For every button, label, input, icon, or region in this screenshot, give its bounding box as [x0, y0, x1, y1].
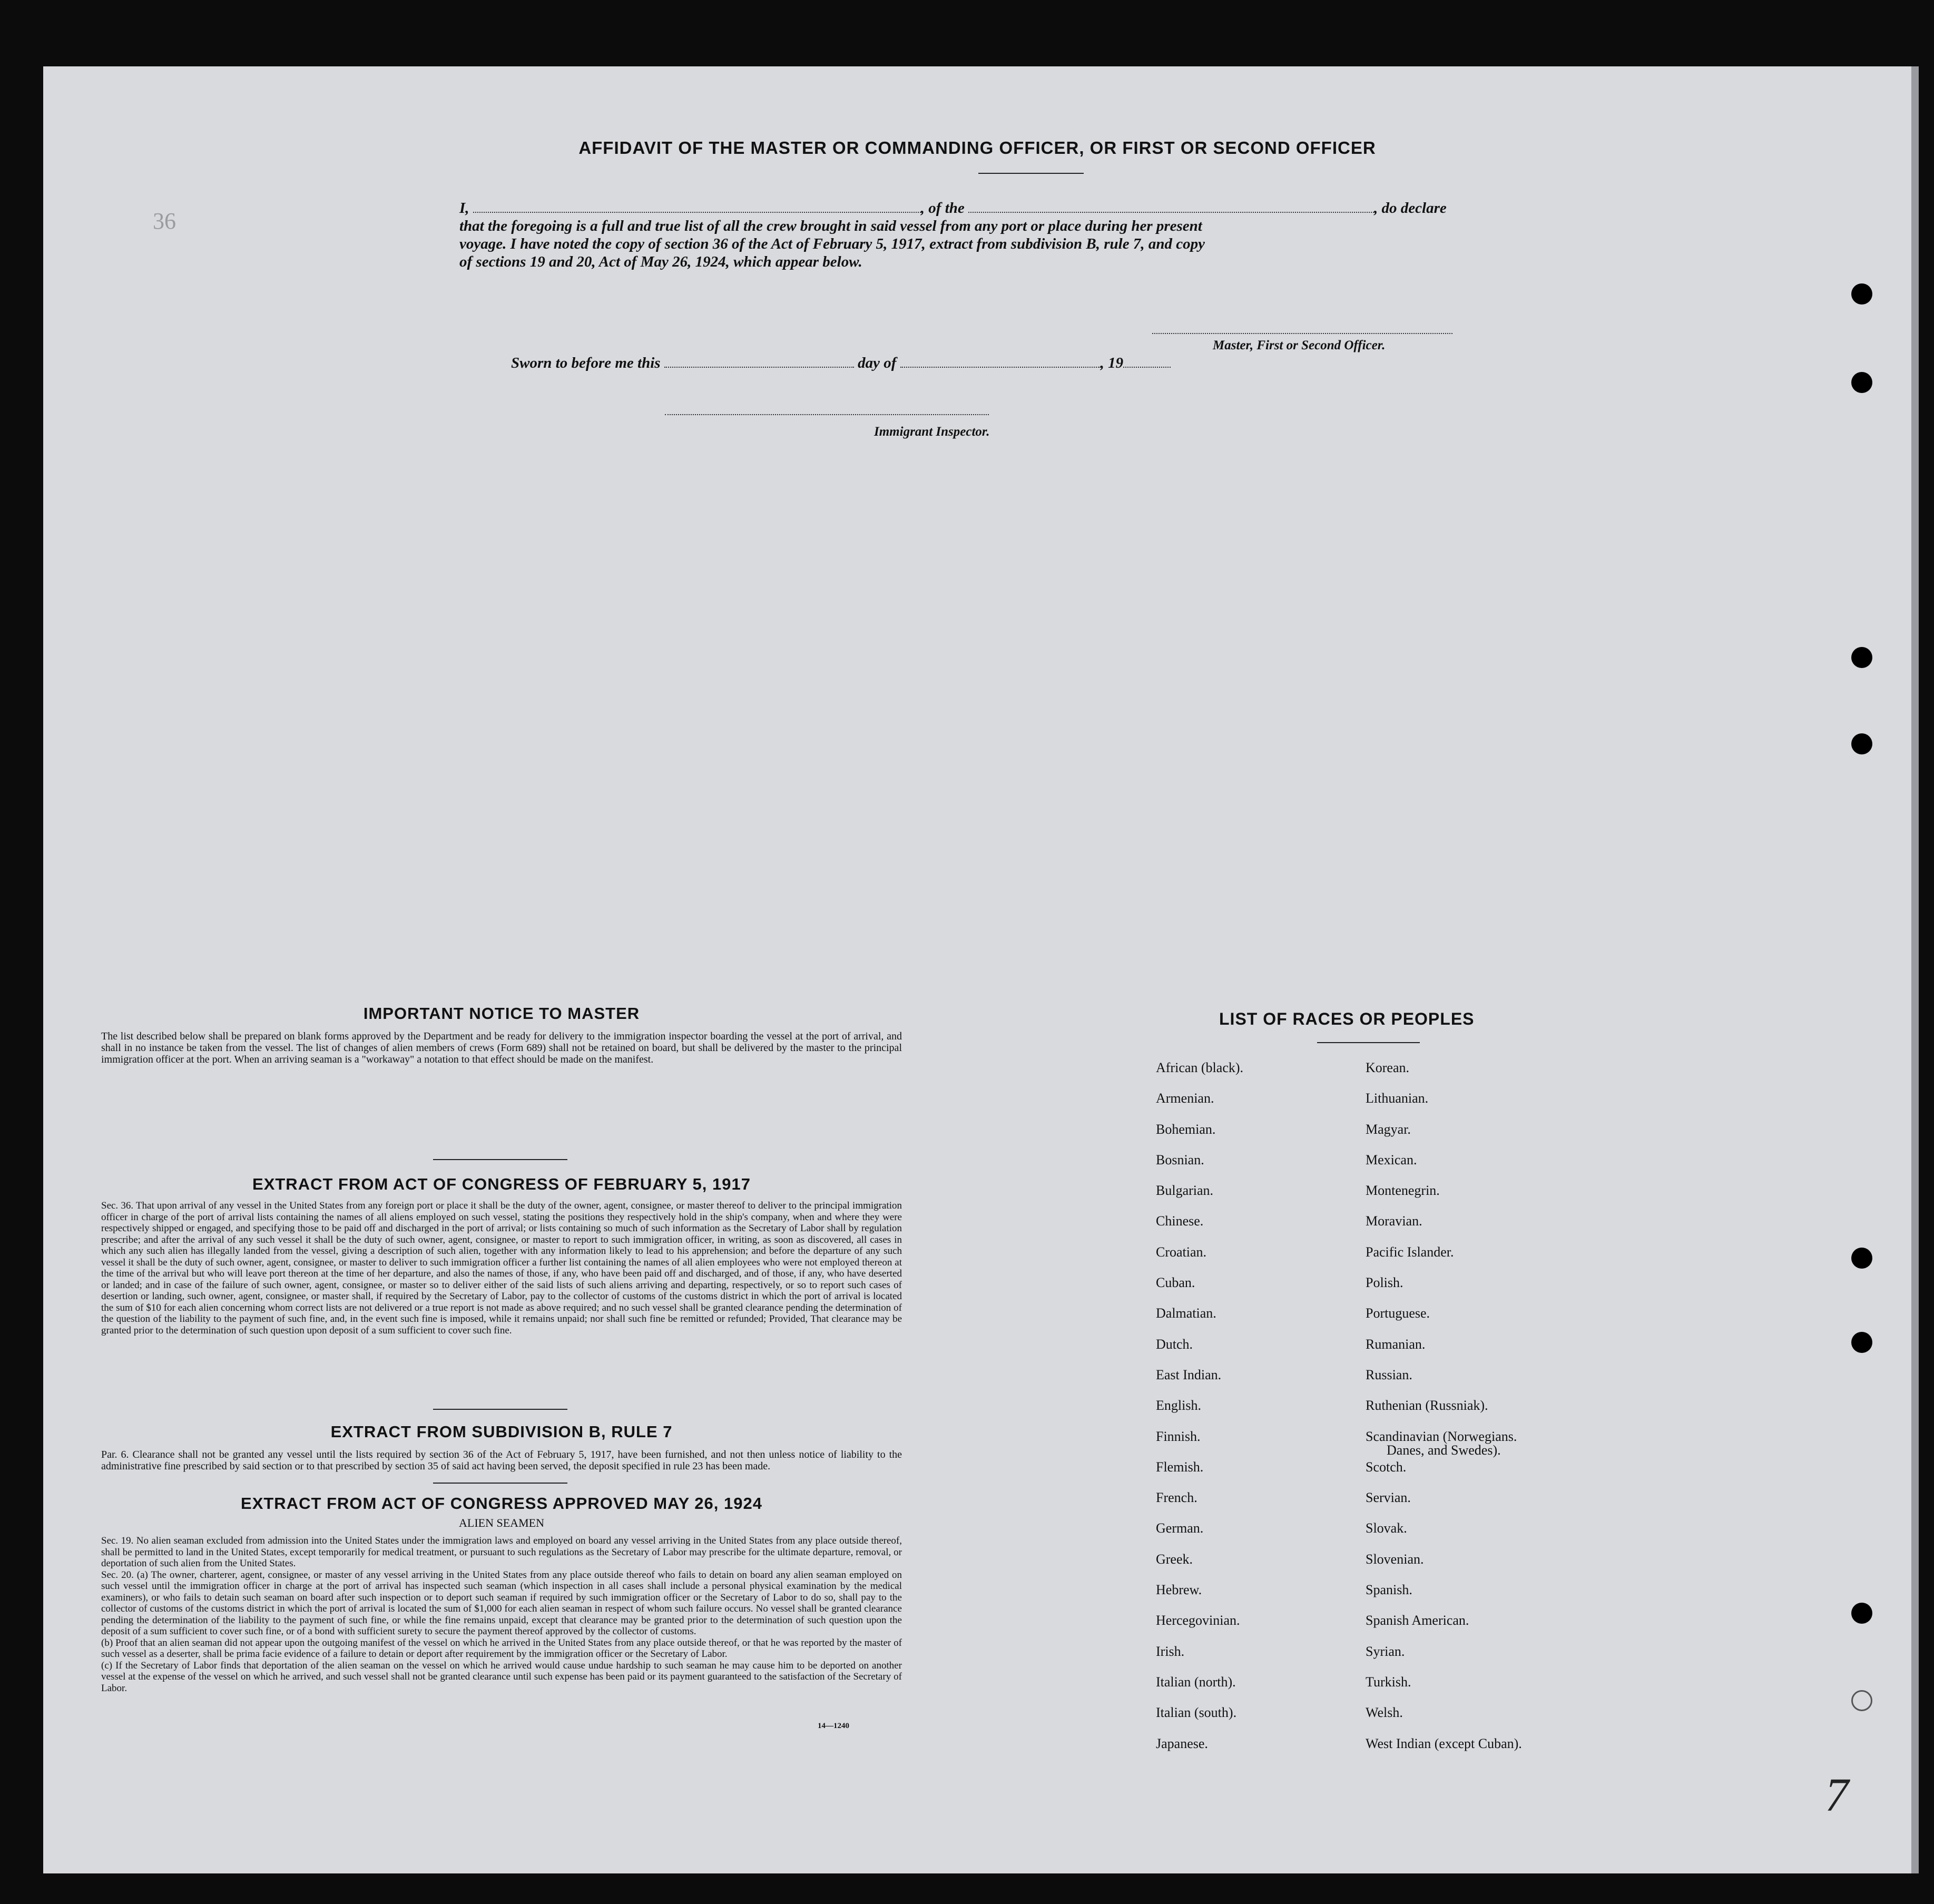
race-item: East Indian. [1156, 1367, 1222, 1382]
race-item: Italian (north). [1156, 1674, 1236, 1690]
notice-section [101, 1004, 902, 1065]
race-item: Slovenian. [1366, 1551, 1424, 1567]
race-item: Irish. [1156, 1643, 1185, 1659]
extract-1924-sec20b: (b) Proof that an alien seaman did not appear upon the outgoing manifest of the vessel on which he arrived in the United States from any place outside thereof, or that he was reported by the master of such vessel as a deserter, shall be prima facie evidence of a failure to detain or deport after requirement by the immigration officer or the Secretary of Labor. [101, 1637, 902, 1660]
sworn-line: Sworn to before me this day of , 19 [511, 355, 1171, 372]
rule7-text: Par. 6. Clearance shall not be granted any vessel until the lists required by section 36 of the Act of February 5, 1917, have been furnished, and not then unless notice of liability to the administrative fine prescribed by said section or to that prescribed by section 35 of said act having been served, the deposit specified in rule 23 has been made. [101, 1449, 902, 1472]
master-signature-line[interactable] [1152, 333, 1452, 334]
race-item: Dutch. [1156, 1336, 1193, 1352]
vessel-name-field[interactable] [968, 212, 1374, 213]
affidavit-line-4: of sections 19 and 20, Act of May 26, 1924, which appear below. [459, 253, 862, 270]
race-item: Dalmatian. [1156, 1306, 1216, 1321]
race-item: West Indian (except Cuban). [1366, 1735, 1522, 1751]
extract-1917-section [101, 1175, 902, 1336]
notice-title: IMPORTANT NOTICE TO MASTER [363, 1004, 640, 1023]
race-item: Servian. [1366, 1490, 1411, 1506]
race-item: Japanese. [1156, 1735, 1208, 1751]
notice-text: The list described below shall be prepared on blank forms approved by the Department and be ready for delivery to the immigration inspector boarding the vessel at the port of arrival, and shall in no instance be taken from the vessel. The list of changes of alien members of crews (Form 689) shall not be retained on board, but shall be delivered by the master to the principal immigration officer at the port. When an arriving seaman is a "workaway" a notation to that effect should be made on the manifest. [101, 1030, 902, 1065]
races-title-rule [1317, 1042, 1420, 1043]
race-item: Hebrew. [1156, 1582, 1202, 1598]
sworn-month-field[interactable] [900, 367, 1101, 368]
race-item: English. [1156, 1398, 1201, 1414]
notice-rule [433, 1159, 567, 1160]
race-item: Bulgarian. [1156, 1183, 1214, 1199]
race-item: Bohemian. [1156, 1121, 1216, 1137]
race-item: Croatian. [1156, 1244, 1207, 1260]
declarant-name-field[interactable] [473, 212, 921, 213]
rule7-rule [433, 1483, 567, 1484]
rule7-section [101, 1422, 902, 1472]
race-item: Armenian. [1156, 1091, 1214, 1106]
extract-1917-rule [433, 1409, 567, 1410]
race-item: Mexican. [1366, 1152, 1417, 1167]
affidavit-title-rule [978, 173, 1084, 174]
margin-number: 36 [153, 208, 176, 234]
punch-hole-icon [1851, 733, 1872, 754]
race-item: Syrian. [1366, 1643, 1405, 1659]
extract-1924-subtitle: ALIEN SEAMEN [459, 1516, 544, 1529]
affidavit-line-1: I, , of the , do declare [459, 200, 1447, 217]
races-column-2 [1366, 1060, 1661, 1766]
race-item: Montenegrin. [1366, 1183, 1440, 1199]
rule7-title: EXTRACT FROM SUBDIVISION B, RULE 7 [330, 1422, 673, 1441]
race-item-continuation: Danes, and Swedes). [1387, 1442, 1501, 1458]
sworn-day-field[interactable] [664, 367, 854, 368]
punch-hole-icon [1851, 372, 1872, 393]
extract-1917-title: EXTRACT FROM ACT OF CONGRESS OF FEBRUARY 5, 1917 [252, 1175, 751, 1193]
affidavit-line-2: that the foregoing is a full and true list of all the crew brought in said vessel from any port or place during her present [459, 218, 1202, 234]
race-item: Russian. [1366, 1367, 1412, 1382]
punch-hole-icon [1851, 283, 1872, 305]
race-item: African (black). [1156, 1060, 1244, 1075]
extract-1917-text: Sec. 36. That upon arrival of any vessel in the United States from any foreign port or place it shall be the duty of the owner, agent, consignee, or master thereof to deliver to the principal immigration officer in charge of the port of arrival lists containing the names of all aliens employed on such vessel, stating the positions they respectively hold in the ship's company, when and where they were respectively shipped or engaged, and specifying those to be paid off and discharged in the port of arrival; or lists containing so much of such information as the Secretary of Labor shall by regulation prescribe; and after the arrival of any such vessel it shall be the duty of such owner, agent, consignee, or master to report to such immigration officer, in writing, as soon as discovered, all cases in which any such alien has illegally landed from the vessel, giving a description of such alien, together with any information likely to lead to his apprehension; and before the departure of any such vessel it shall be the duty of such owner, agent, consignee, or master to deliver to such immigration officer a further list containing the names of all alien employees who were not employed thereon at the time of the arrival but who will leave port thereon at the time of her departure, and also the names of those, if any, who have been paid off and discharged, and of those, if any, who have deserted or landed; and in case of the failure of such owner, agent, consignee, or master so to deliver either of the said lists of such aliens arriving and departing, respectively, or so to report such cases of desertion or landing, such owner, agent, consignee, or master shall, if required by the Secretary of Labor, pay to the collector of customs of the customs district in which the port of arrival is located the sum of $10 for each alien concerning whom correct lists are not delivered or a true report is not made as above required; and no such vessel shall be granted clearance pending the determination of the question of the liability to the payment of such fine, and, in the event such fine is imposed, while it remains unpaid; nor shall such fine be remitted or refunded; Provided, That clearance may be granted prior to the determination of such question upon deposit of a sum sufficient to cover such fine. [101, 1200, 902, 1336]
race-item: Hercegovinian. [1156, 1613, 1240, 1628]
punch-hole-icon [1851, 1690, 1872, 1711]
race-item: Scotch. [1366, 1459, 1407, 1475]
race-item: Ruthenian (Russniak). [1366, 1398, 1488, 1414]
affidavit-title: AFFIDAVIT OF THE MASTER OR COMMANDING OFFICER, OR FIRST OR SECOND OFFICER [578, 138, 1376, 158]
race-item: Rumanian. [1366, 1336, 1426, 1352]
master-signature-label: Master, First or Second Officer. [1213, 338, 1386, 352]
extract-1924-title: EXTRACT FROM ACT OF CONGRESS APPROVED MAY 26, 1924 [241, 1494, 762, 1513]
form-sheet [43, 66, 1919, 1873]
race-item: Italian (south). [1156, 1705, 1237, 1721]
race-item: German. [1156, 1520, 1204, 1536]
inspector-signature-line[interactable] [665, 414, 989, 415]
race-item: Welsh. [1366, 1705, 1403, 1721]
race-item: Flemish. [1156, 1459, 1204, 1475]
affidavit-text [459, 199, 1534, 271]
races-column-1 [1156, 1060, 1346, 1766]
race-item: Bosnian. [1156, 1152, 1204, 1167]
handwritten-mark: 7 [1825, 1769, 1849, 1821]
affidavit-line-3: voyage. I have noted the copy of section 36 of the Act of February 5, 1917, extract from subdivision B, rule 7, and copy [459, 235, 1205, 252]
extract-1924-sec20c: (c) If the Secretary of Labor finds that deportation of the alien seaman on the vessel on which he arrived would cause undue hardship to such seaman he may cause him to be deported on another vessel at the expense of the vessel on which he arrived, and such vessel shall not be granted clearance until such expense has been paid or its payment guaranteed to the satisfaction of the Secretary of Labor. [101, 1660, 902, 1694]
extract-1924-section [101, 1494, 902, 1694]
race-item: Korean. [1366, 1060, 1410, 1075]
race-item: Greek. [1156, 1551, 1193, 1567]
punch-hole-icon [1851, 1603, 1872, 1624]
race-item: Spanish American. [1366, 1613, 1469, 1628]
race-item: Finnish. [1156, 1428, 1201, 1444]
race-item: Slovak. [1366, 1520, 1407, 1536]
race-item: Lithuanian. [1366, 1091, 1429, 1106]
punch-hole-icon [1851, 647, 1872, 668]
inspector-label: Immigrant Inspector. [874, 425, 990, 439]
extract-1924-sec20a: Sec. 20. (a) The owner, charterer, agent, consignee, or master of any vessel arriving in the United States from any place outside thereof who fails to detain on board any alien seaman employed on such vessel until the immigration officer in charge at the port of arrival has inspected such seaman (which inspection in all cases shall include a personal physical examination by the medical examiners), or who fails to detain such seaman on board after such inspection or to deport such seaman if required by such immigration officer or the Secretary of Labor to do so, shall pay to the collector of customs of the customs district in which the port of arrival is located the sum of $1,000 for each alien seaman in respect of whom such failure occurs. No vessel shall be granted clearance pending the determination of the liability to the payment of such fine, or while the fine remains unpaid, except that clearance may be granted prior to the determination of such question upon the deposit of a sum sufficient to cover such fine, or of a bond with sufficient surety to secure the payment thereof approved by the collector of customs. [101, 1569, 902, 1637]
extract-1924-sec19: Sec. 19. No alien seaman excluded from admission into the United States under the immigration laws and employed on board any vessel arriving in the United States from any place outside thereof, shall be permitted to land in the United States, except temporarily for medical treatment, or pursuant to such regulations as the Secretary of Labor may prescribe for the ultimate departure, removal, or deportation of such alien from the United States. [101, 1535, 902, 1569]
punch-hole-icon [1851, 1332, 1872, 1353]
punch-hole-icon [1851, 1248, 1872, 1269]
race-item: Pacific Islander. [1366, 1244, 1454, 1260]
race-item: Polish. [1366, 1275, 1403, 1291]
race-item: Turkish. [1366, 1674, 1411, 1690]
race-item: Scandinavian (Norwegians. Danes, and Swedes). [1366, 1428, 1517, 1458]
race-item: Cuban. [1156, 1275, 1195, 1291]
sworn-year-field[interactable] [1123, 367, 1171, 368]
race-item: Spanish. [1366, 1582, 1412, 1598]
race-item: Moravian. [1366, 1213, 1422, 1229]
race-item: Chinese. [1156, 1213, 1204, 1229]
form-number: 14—1240 [818, 1722, 849, 1730]
races-title: LIST OF RACES OR PEOPLES [1219, 1009, 1475, 1028]
race-item: Portuguese. [1366, 1306, 1430, 1321]
race-item: Magyar. [1366, 1121, 1411, 1137]
race-item: French. [1156, 1490, 1197, 1506]
